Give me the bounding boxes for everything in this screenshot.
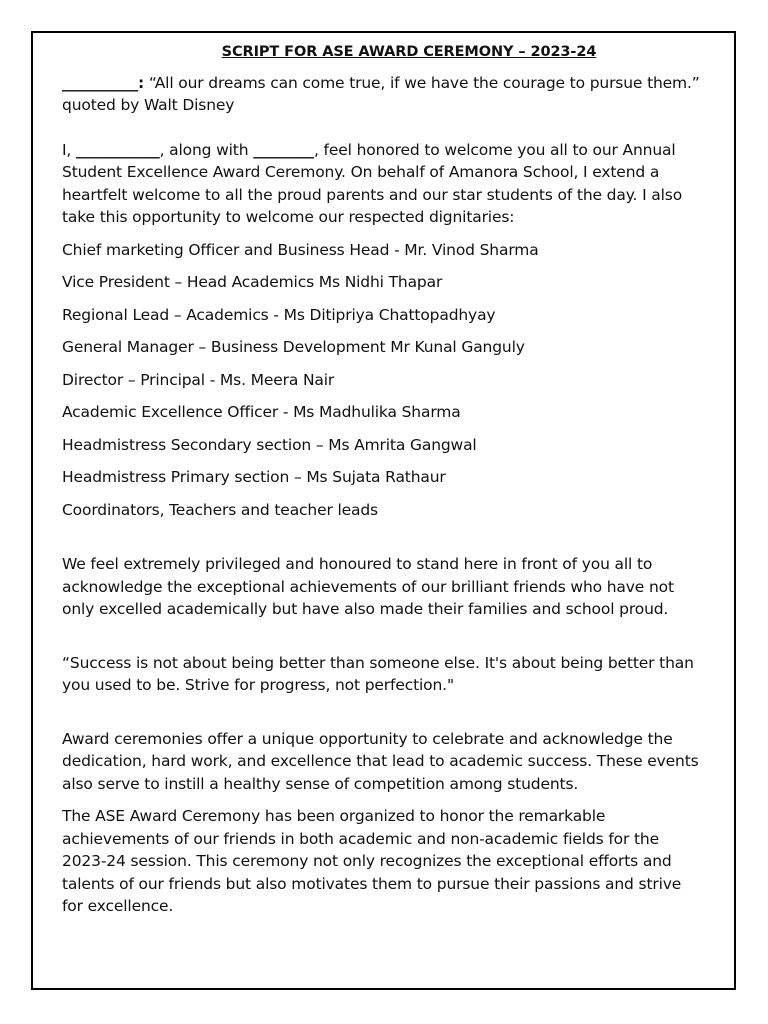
dignitaries-list <box>62 239 702 522</box>
list-item: Director – Principal - Ms. Meera Nair <box>62 370 335 389</box>
list-item: Coordinators, Teachers and teacher leads <box>62 500 378 519</box>
success-quote: “Success is not about being better than someone else. It's about being better than you used to be. Strive for progress, not perfection." <box>62 653 694 694</box>
speaker-blank: __________: <box>62 73 145 92</box>
list-item: Headmistress Secondary section – Ms Amrita Gangwal <box>62 435 477 454</box>
ase-ceremony-paragraph: The ASE Award Ceremony has been organized to honor the remarkable achievements of our friends in both academic and non-academic fields for the 2023-24 session. This ceremony not only recognizes the exceptional efforts and talents of our friends but also motivates them to pursue their passions and strive for excellence. <box>62 807 682 915</box>
list-item: General Manager – Business Development Mr Kunal Ganguly <box>62 338 525 356</box>
welcome-rest: , feel honored to welcome you all to our Annual Student Excellence Award Ceremony. On behalf of Amanora School, I extend a heartfelt welcome to all the proud parents and our star students of the day. I also take this opportunity to welcome our respected dignitaries: <box>62 140 683 226</box>
list-item: Vice President – Head Academics Ms Nidhi Thapar <box>62 273 443 291</box>
welcome-middle: , along with <box>159 140 254 159</box>
document-title: SCRIPT FOR ASE AWARD CEREMONY – 2023-24 <box>221 44 597 60</box>
host-name-blank-1: ___________ <box>75 140 160 159</box>
list-item: Academic Excellence Officer - Ms Madhulika Sharma <box>62 403 461 421</box>
ceremonies-paragraph: Award ceremonies offer a unique opportunity to celebrate and acknowledge the dedication, hard work, and excellence that lead to academic success. These events also serve to instill a healthy sense of competition among students. <box>62 729 699 793</box>
welcome-paragraph <box>62 139 702 229</box>
list-item: Chief marketing Officer and Business Head - Mr. Vinod Sharma <box>62 240 539 259</box>
welcome-prefix: I, <box>62 140 76 159</box>
opening-quote-text: “All our dreams can come true, if we have the courage to pursue them.” quoted by Walt Disney <box>62 73 700 114</box>
list-item: Headmistress Primary section – Ms Sujata Rathaur <box>62 468 446 486</box>
list-item: Regional Lead – Academics - Ms Ditipriya Chattopadhyay <box>62 305 496 324</box>
privileged-paragraph: We feel extremely privileged and honoured to stand here in front of you all to acknowledge the exceptional achievements of our brilliant friends who have not only excelled academically but have also made their families and school proud. <box>62 555 674 618</box>
opening-quote <box>62 72 702 117</box>
host-name-blank-2: ________ <box>253 140 314 159</box>
document-body <box>62 41 702 918</box>
